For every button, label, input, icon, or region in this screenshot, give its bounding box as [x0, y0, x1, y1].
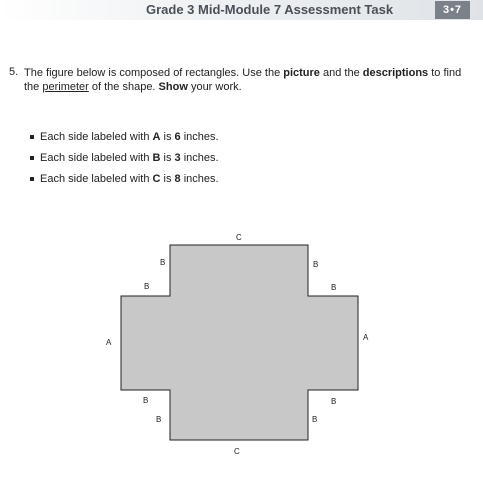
label-left-upper-b: B — [144, 282, 150, 291]
label-top-c: C — [236, 233, 242, 242]
label-bottom-left-b: B — [156, 415, 162, 424]
question-text-part: your work. — [187, 81, 242, 93]
page-header-title: Grade 3 Mid-Module 7 Assessment Task — [146, 2, 394, 17]
question-text-bold-show: Show — [158, 81, 188, 93]
question-text-bold-picture: picture — [283, 67, 320, 79]
question-text-bold-descriptions: descriptions — [362, 67, 429, 79]
label-bottom-right-b: B — [312, 415, 318, 424]
question-text-underlined-perimeter: perimeter — [42, 81, 89, 93]
cross-shape-polygon — [121, 245, 358, 440]
question-text-part: to find the — [24, 67, 462, 93]
question-text-part: and the — [319, 67, 363, 79]
label-right-a: A — [363, 333, 369, 342]
label-left-lower-b: B — [143, 396, 149, 405]
label-left-a: A — [106, 338, 112, 347]
lesson-badge: 3•7 — [435, 1, 470, 19]
label-top-right-b: B — [313, 260, 319, 269]
label-right-upper-b: B — [331, 283, 337, 292]
label-bottom-c: C — [234, 447, 240, 456]
label-right-lower-b: B — [331, 397, 337, 406]
question-text-part: The figure below is composed of rectangles. Use the — [24, 67, 284, 79]
question-number: 5. — [9, 66, 19, 78]
label-top-left-b: B — [160, 258, 166, 267]
question-text-part: of the shape. — [88, 81, 159, 93]
